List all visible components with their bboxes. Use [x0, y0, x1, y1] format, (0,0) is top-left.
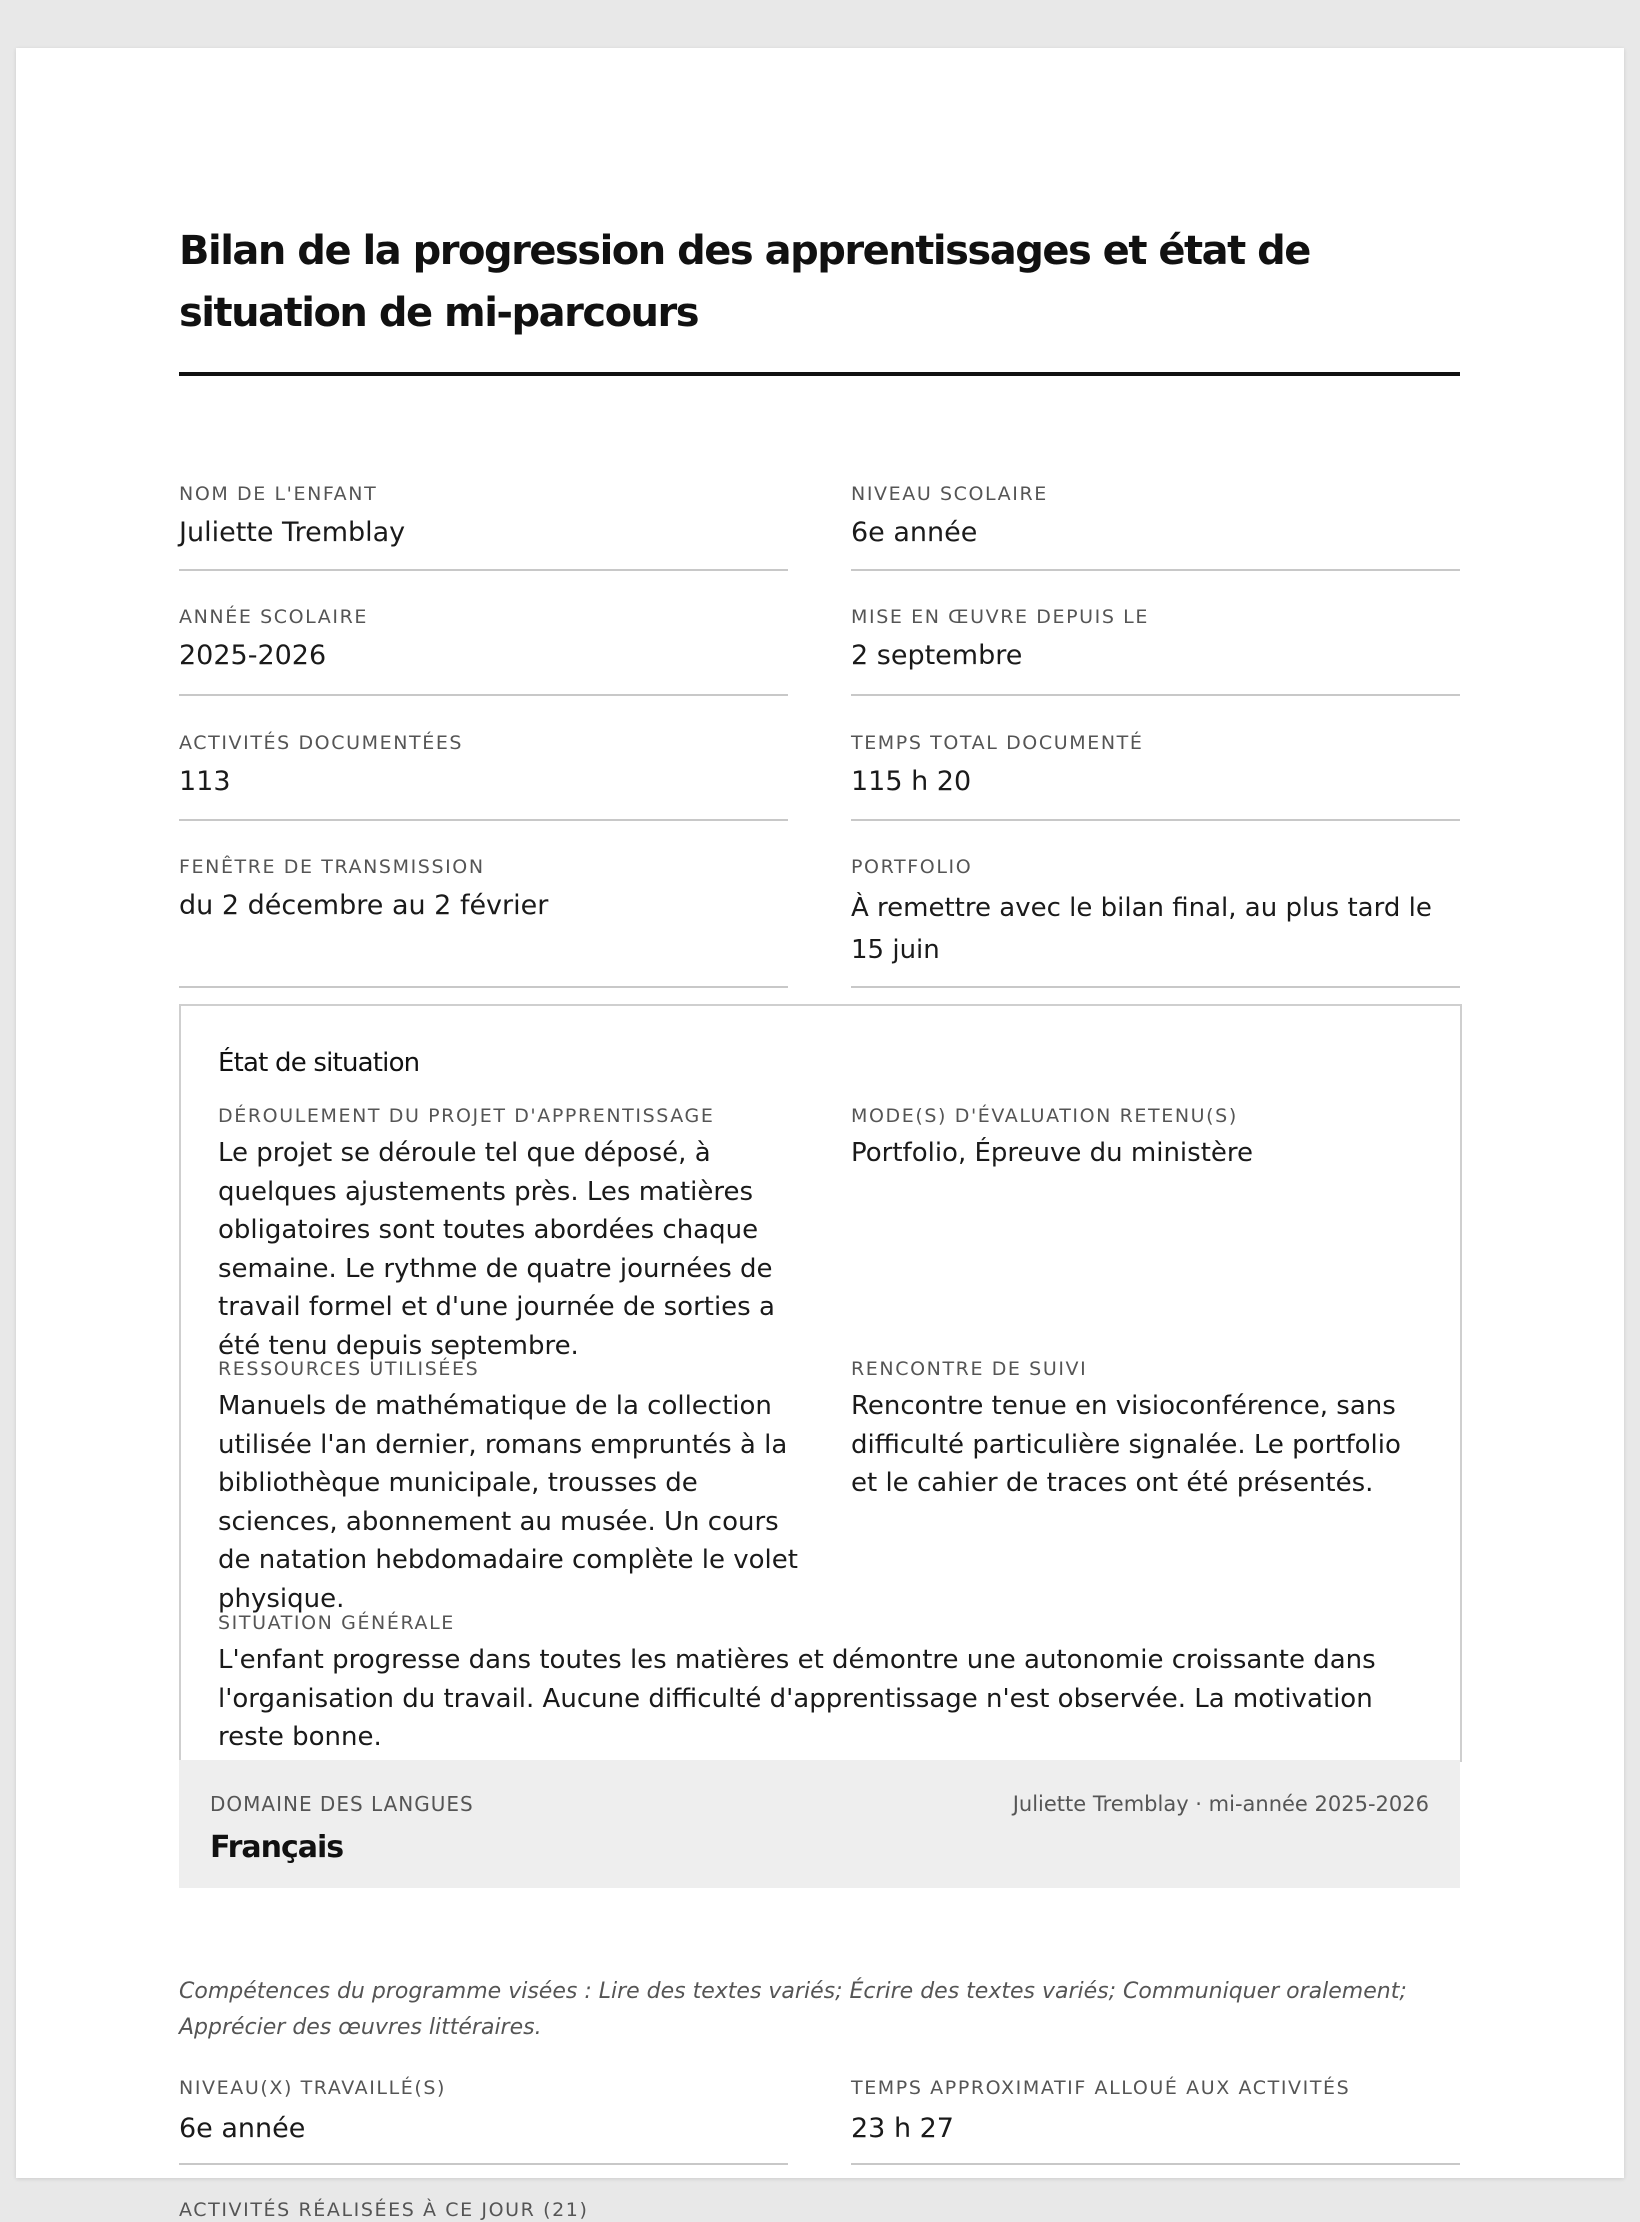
field-divider [851, 694, 1460, 696]
field-value: Rencontre tenue en visioconférence, sans difficulté particulière signalée. Le portfolio et le cahier de traces ont été présentés. [851, 1391, 1401, 1498]
field-value: Manuels de mathématique de la collection utilisée l'an dernier, romans empruntés à la bibliothèque municipale, trousses de sciences, abonnement au musée. Un cours de natation hebdomadaire complète le volet physique. [218, 1391, 798, 1614]
field-label: PORTFOLIO [851, 856, 973, 878]
subject-title: Français [210, 1830, 344, 1865]
field-value: 6e année [179, 2113, 306, 2144]
field-label: TEMPS APPROXIMATIF ALLOUÉ AUX ACTIVITÉS [851, 2077, 1351, 2099]
field-value: 115 h 20 [851, 766, 972, 797]
field-value: Le projet se déroule tel que déposé, à quelques ajustements près. Les matières obligatoires sont toutes abordées chaque semaine. Le rythme de quatre journées de travail formel et d'une journée de sorties a été tenu depuis septembre. [218, 1138, 775, 1361]
field-label: FENÊTRE DE TRANSMISSION [179, 856, 485, 878]
field-value: L'enfant progresse dans toutes les matières et démontre une autonomie croissante dans l'organisation du travail. Aucune difficulté d'apprentissage n'est observée. La motivation reste bonne. [218, 1645, 1376, 1752]
field-label: RENCONTRE DE SUIVI [851, 1358, 1088, 1380]
field-label: RESSOURCES UTILISÉES [218, 1358, 480, 1380]
domain-meta: Juliette Tremblay · mi-année 2025-2026 [1012, 1792, 1429, 1816]
domain-label: DOMAINE DES LANGUES [210, 1792, 474, 1816]
field-annee-scolaire [179, 605, 788, 675]
field-deroulement [218, 1104, 798, 1365]
field-value: du 2 décembre au 2 février [179, 890, 549, 921]
field-divider [851, 986, 1460, 988]
field-value: 2025-2026 [179, 640, 327, 671]
report-page [16, 48, 1624, 2221]
activites-realisees-label: ACTIVITÉS RÉALISÉES À CE JOUR (21) [179, 2199, 589, 2221]
field-divider [179, 694, 788, 696]
field-label: MODE(S) D'ÉVALUATION RETENU(S) [851, 1105, 1238, 1127]
field-divider [179, 986, 788, 988]
domain-header [179, 1760, 1460, 1888]
competences-text: Compétences du programme visées : Lire des textes variés; Écrire des textes variés; Communiquer oralement; Apprécier des œuvres littéraires. [179, 1979, 1407, 2040]
field-label: DÉROULEMENT DU PROJET D'APPRENTISSAGE [218, 1105, 715, 1127]
field-value: Portfolio, Épreuve du ministère [851, 1138, 1254, 1168]
field-value: 113 [179, 766, 231, 797]
field-temps-total [851, 731, 1460, 801]
field-temps-alloue [851, 2076, 1460, 2148]
field-label: SITUATION GÉNÉRALE [218, 1612, 455, 1634]
field-divider [851, 569, 1460, 571]
situation-heading: État de situation [218, 1048, 420, 1078]
field-fenetre-transmission [179, 855, 788, 925]
field-label: NIVEAU SCOLAIRE [851, 483, 1048, 505]
field-label: NOM DE L'ENFANT [179, 483, 378, 505]
field-value: 6e année [851, 517, 978, 548]
field-portfolio [851, 855, 1460, 971]
field-modes-evaluation [851, 1104, 1431, 1173]
field-activites-documentees [179, 731, 788, 801]
field-label: NIVEAU(X) TRAVAILLÉ(S) [179, 2077, 447, 2099]
field-value: 23 h 27 [851, 2113, 954, 2144]
field-label: TEMPS TOTAL DOCUMENTÉ [851, 732, 1144, 754]
field-ressources [218, 1357, 798, 1618]
field-label: ANNÉE SCOLAIRE [179, 606, 368, 628]
situation-box [179, 1004, 1462, 1762]
field-rencontre [851, 1357, 1431, 1503]
field-divider [179, 819, 788, 821]
page-title: Bilan de la progression des apprentissages et état de situation de mi-parcours [179, 228, 1310, 336]
field-niveau-scolaire [851, 482, 1460, 552]
field-value: À remettre avec le bilan final, au plus tard le 15 juin [851, 893, 1432, 965]
field-niveaux-travailles [179, 2076, 788, 2148]
field-label: ACTIVITÉS DOCUMENTÉES [179, 732, 464, 754]
field-nom-enfant [179, 482, 788, 552]
field-divider [851, 2163, 1460, 2165]
field-divider [179, 569, 788, 571]
field-value: 2 septembre [851, 640, 1023, 671]
field-mise-en-oeuvre [851, 605, 1460, 675]
field-situation-generale [218, 1611, 1428, 1757]
title-divider [179, 372, 1460, 376]
field-label: MISE EN ŒUVRE DEPUIS LE [851, 606, 1149, 628]
field-divider [179, 2163, 788, 2165]
field-value: Juliette Tremblay [179, 517, 406, 548]
field-divider [851, 819, 1460, 821]
